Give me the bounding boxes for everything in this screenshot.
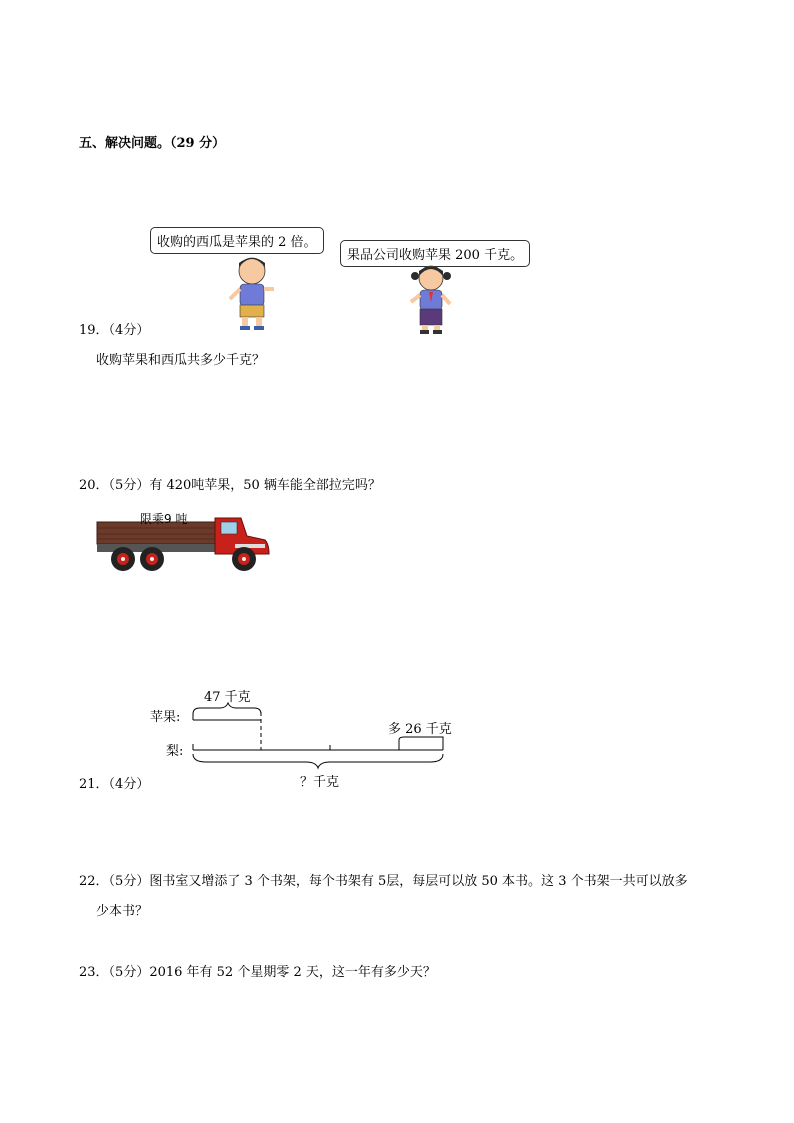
q22-line1: 22．（5分）图书室又增添了 3 个书架，每个书架有 5层，每层可以放 50 本书。这 3 个书架一共可以放多 <box>79 874 688 889</box>
apple-row-label: 苹果: <box>150 710 181 725</box>
boy-speech-bubble: 收购的西瓜是苹果的 2 倍。 <box>150 227 324 254</box>
truck-capacity-label: 限乘9 吨 <box>140 512 188 526</box>
apple-amount-label: 47 千克 <box>204 690 251 705</box>
total-unknown-label: ？千克 <box>300 775 340 790</box>
q19-number: 19．（4分） <box>79 323 150 338</box>
section-title: 五、解决问题。（29 分） <box>79 136 226 151</box>
q21-number: 21．（4分） <box>79 777 150 792</box>
more-amount-label: 多 26 千克 <box>388 722 452 737</box>
boy-illustration <box>222 255 282 331</box>
q20-text: 20．（5分）有 420吨苹果，50 辆车能全部拉完吗？ <box>79 478 381 493</box>
pear-row-label: 梨: <box>166 744 184 759</box>
q23-text: 23．（5分）2016 年有 52 个星期零 2 天，这一年有多少天？ <box>79 965 436 980</box>
girl-speech-bubble: 果品公司收购苹果 200 千克。 <box>340 240 530 267</box>
q19-question: 收购苹果和西瓜共多少千克？ <box>96 353 266 368</box>
girl-illustration <box>405 262 457 334</box>
line-segment-diagram <box>188 700 468 780</box>
q22-line2: 少本书？ <box>96 904 149 919</box>
